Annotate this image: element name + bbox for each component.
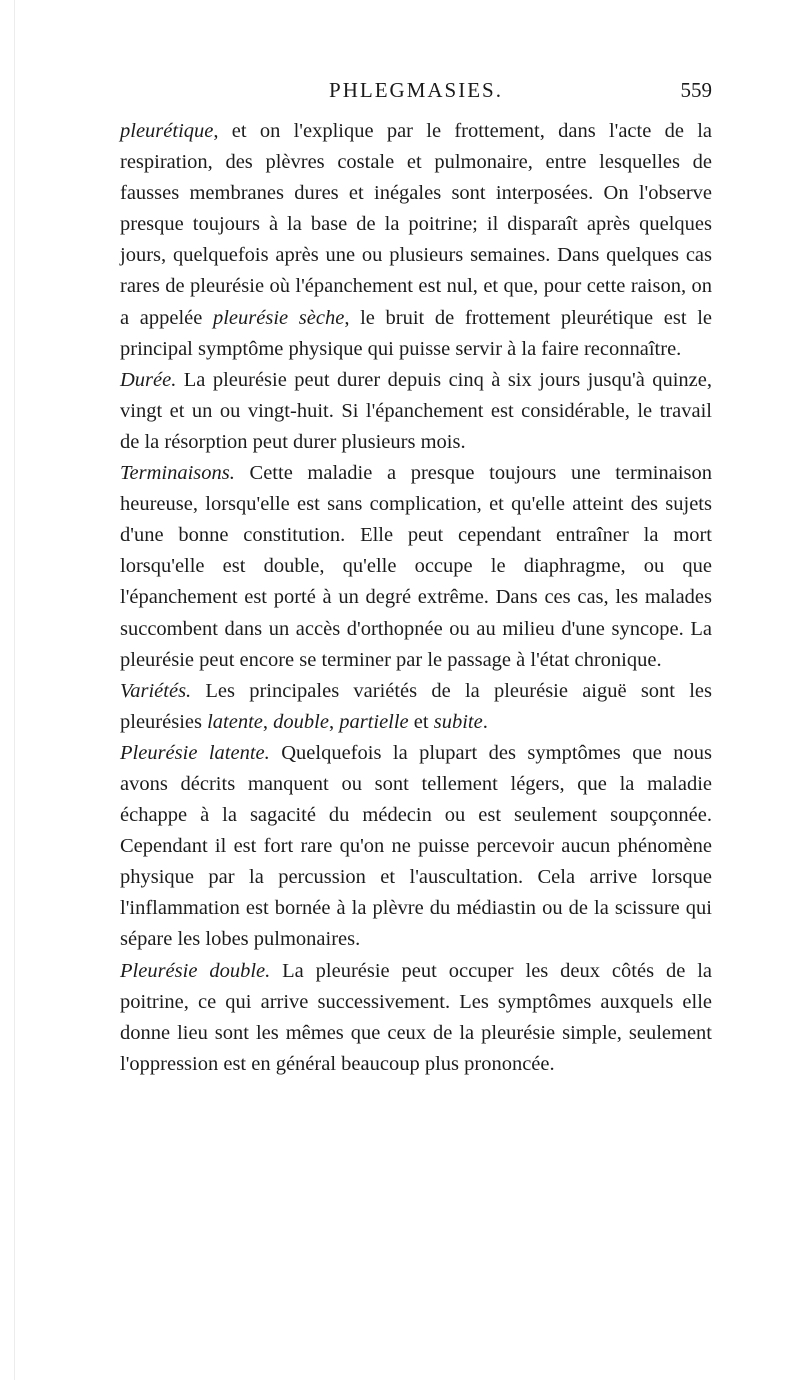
text-segment: .: [482, 710, 488, 733]
text-segment: pleurésie sèche: [212, 306, 345, 329]
running-title: PHLEGMASIES.: [329, 78, 503, 102]
text-segment: ,: [328, 710, 340, 733]
paragraph-pleuresie-double: [120, 956, 712, 1080]
text-segment: pleurétique: [120, 120, 214, 142]
text-segment: partielle: [339, 710, 409, 733]
page-header: [120, 78, 712, 108]
section-lead-varietes: Variétés.: [120, 679, 192, 702]
text-segment: Quelquefois la plupart des symptômes que nous avons décrits manquent ou sont tellement légers, que la maladie échappe à la sagacité du médecin ou est seulement soupçonnée. Cependant il est fort rare qu'on ne puisse percevoir aucun phénomène physique par la percussion et l'auscultation. Cela arrive lorsque l'inflammation est bornée à la plèvre du médiastin ou de la scissure qui sépare les lobes pulmonaires.: [120, 741, 713, 951]
paragraph-terminaisons: [120, 458, 712, 676]
text-segment: double: [273, 710, 329, 733]
text-segment: La pleurésie peut occuper les deux côtés de la poitrine, ce qui arrive successivement. Les symptômes auxquels elle donne lieu sont les mêmes que ceux de la pleurésie simple, seulement l'oppression est en général beaucoup plus prononcée.: [120, 959, 712, 1075]
text-segment: , et on l'explique par le frottement, dans l'acte de la respiration, des plèvres costale et pulmonaire, entre lesquelles de fausses membranes dures et inégales sont interposées. On l'observe presque toujours à la base de la poitrine; il disparaît après quelques jours, quelquefois après une ou plusieurs semaines. Dans quelques cas rares de pleurésie où l'épanchement est nul, et que, pour cette raison, on a appelée: [120, 120, 712, 329]
text-segment: latente: [207, 710, 263, 733]
section-lead-double: Pleurésie double.: [120, 959, 271, 982]
section-lead-latente: Pleurésie latente.: [120, 741, 270, 764]
text-segment: ,: [262, 710, 274, 733]
page-number: 559: [680, 78, 712, 102]
paragraph-frottement: [120, 116, 712, 365]
text-segment: Les principales variétés de la pleurésie aiguë sont les pleurésies: [120, 679, 712, 733]
text-segment: et: [408, 710, 434, 733]
body-text: [120, 116, 712, 1080]
text-segment: subite: [433, 710, 483, 733]
page-edge-shadow: [14, 0, 15, 1380]
text-segment: Cette maladie a presque toujours une terminaison heureuse, lorsqu'elle est sans complication, et qu'elle atteint des sujets d'une bonne constitution. Elle peut cependant entraîner la mort lorsqu'elle est double, qu'elle occupe le diaphragme, ou que l'épanchement est porté à un degré extrême. Dans ces cas, les malades succombent dans un accès d'orthopnée ou au milieu d'une syncope. La pleurésie peut encore se terminer par le passage à l'état chronique.: [120, 462, 712, 671]
section-lead-terminaisons: Terminaisons.: [120, 462, 235, 485]
text-segment: , le bruit de frottement pleurétique est le principal symptôme physique qui puisse servir à la faire reconnaître.: [120, 306, 712, 360]
paragraph-pleuresie-latente: [120, 738, 712, 956]
paragraph-varietes: [120, 676, 712, 738]
paragraph-duree: [120, 365, 712, 458]
section-lead-duree: Durée.: [120, 368, 177, 391]
text-segment: La pleurésie peut durer depuis cinq à six jours jusqu'à quinze, vingt et un ou vingt-huit. Si l'épanchement est considérable, le travail de la résorption peut durer plusieurs mois.: [120, 368, 712, 453]
